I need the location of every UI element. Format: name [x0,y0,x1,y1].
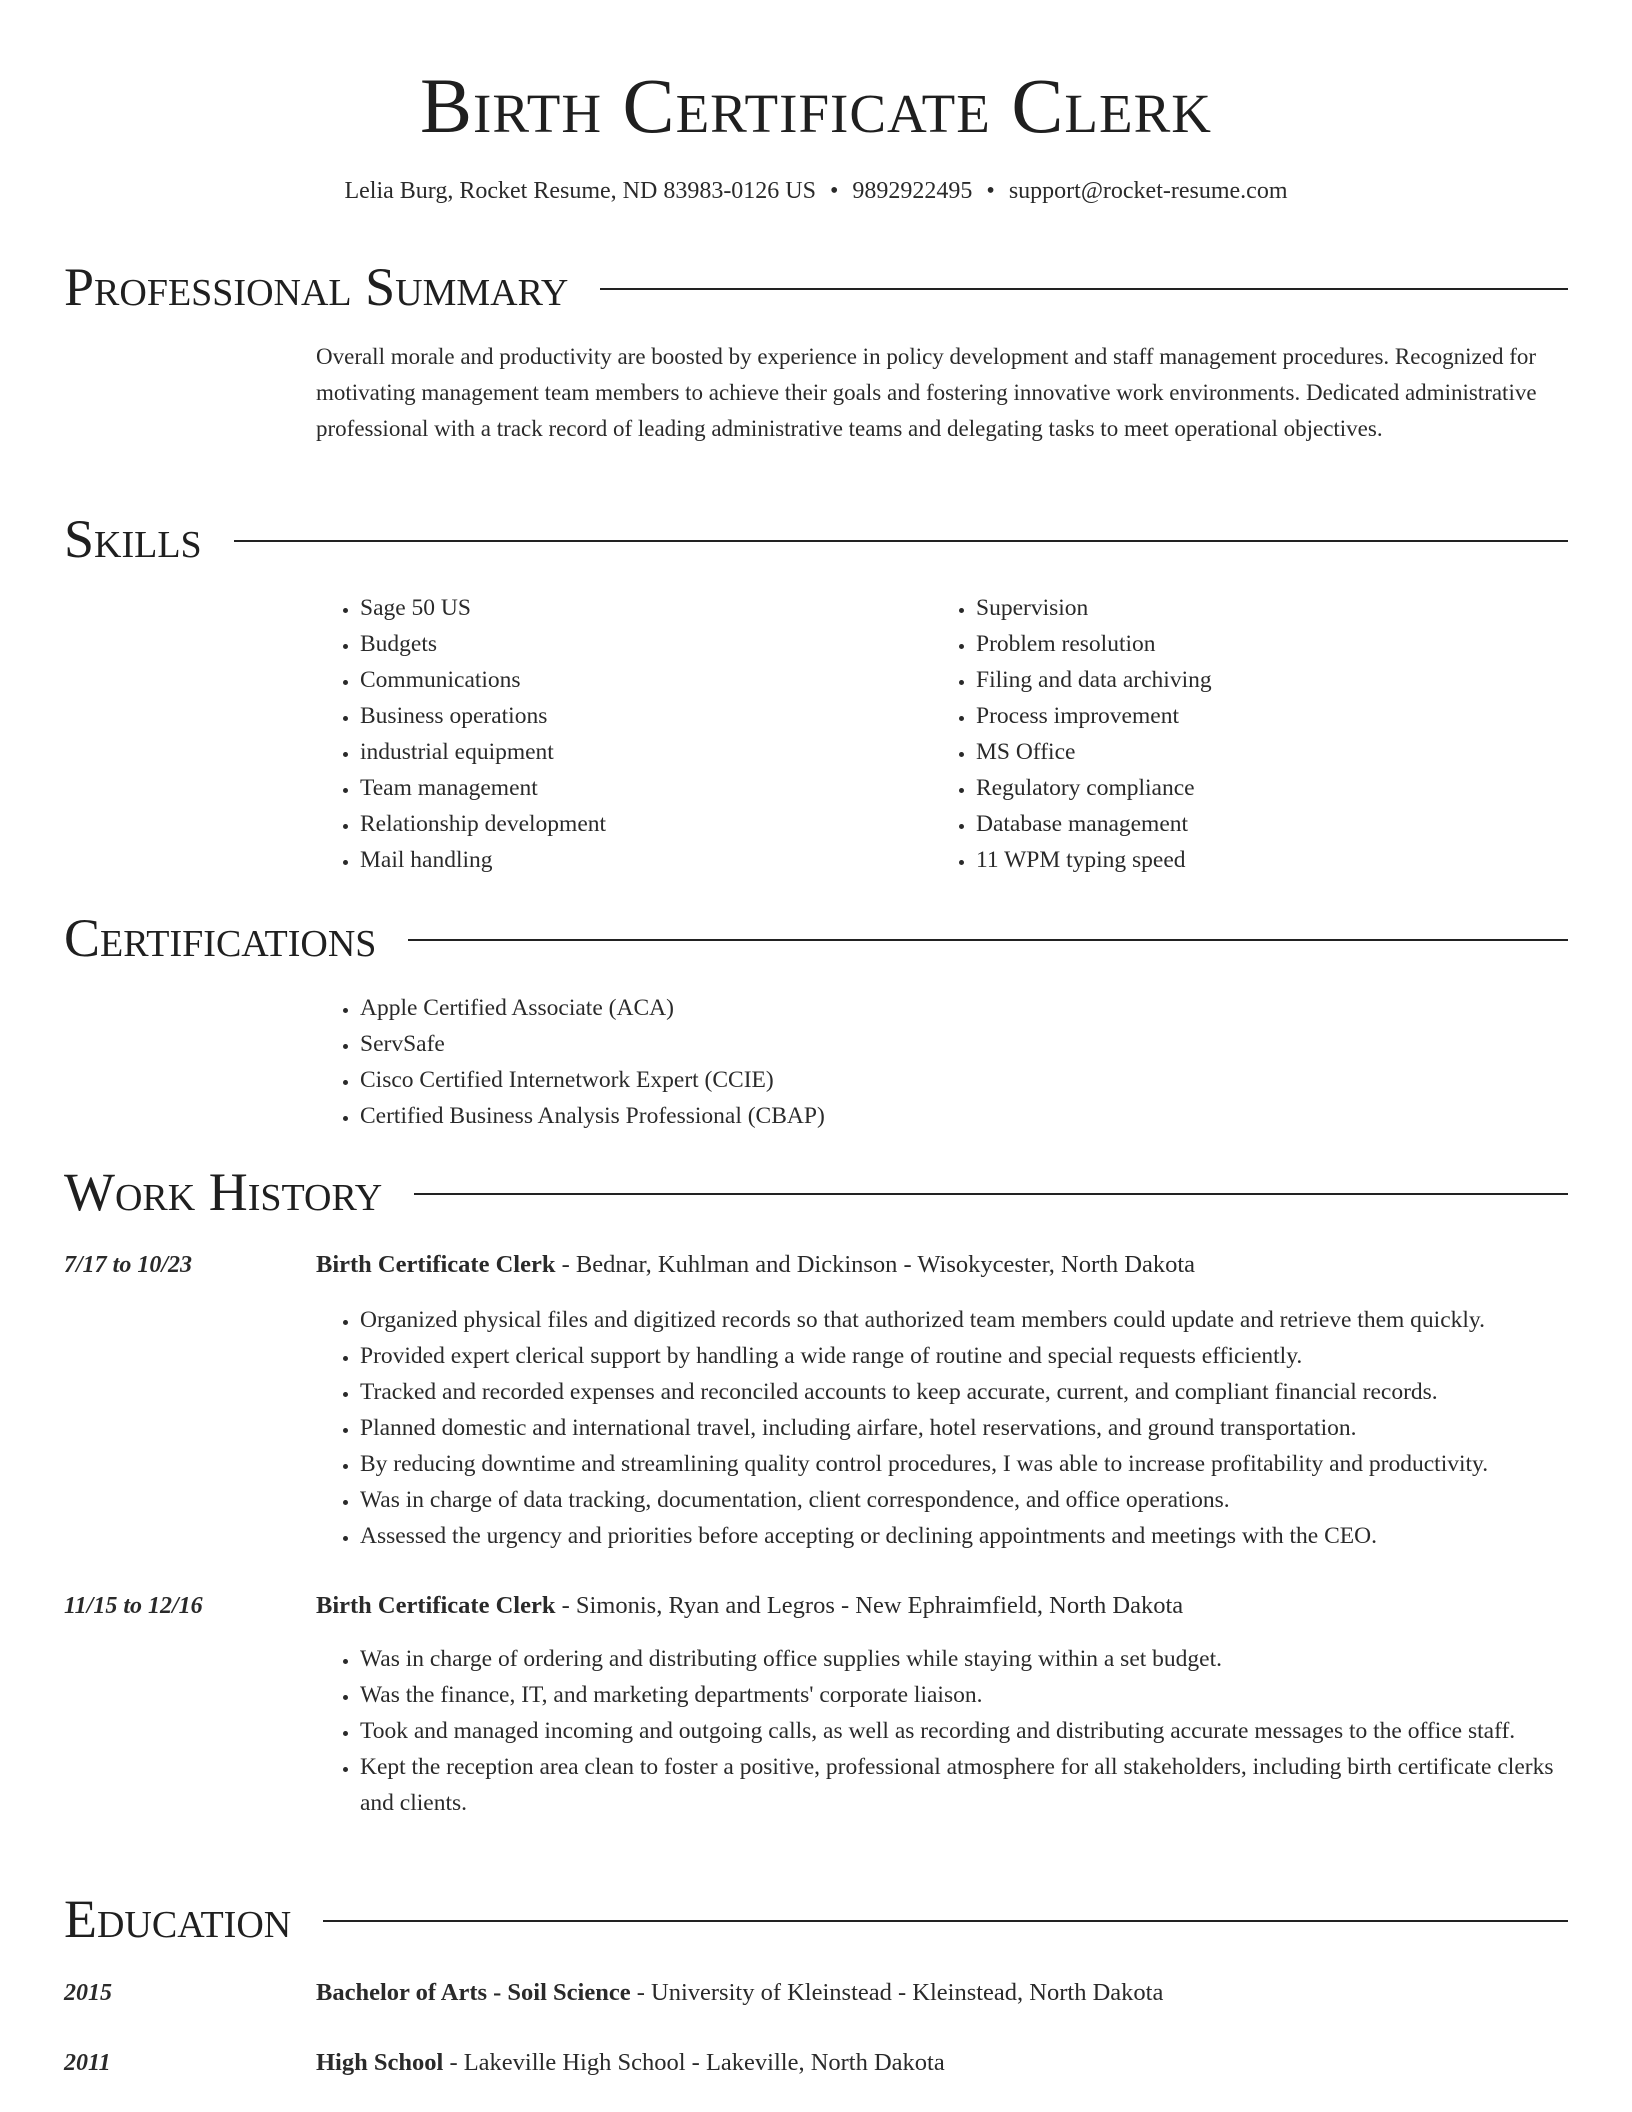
skill-item: • Mail handling [360,842,916,878]
education-school: - University of Kleinstead - Kleinstead, North Dakota [630,1979,1164,2006]
skill-item: • Supervision [976,590,1552,626]
certification-item: • Apple Certified Associate (ACA) [360,990,1566,1026]
job-bullet: • Was in charge of data tracking, documentation, client correspondence, and office operations. [360,1482,1576,1518]
summary-section-header [64,255,1568,319]
skill-item: • MS Office [976,734,1552,770]
skills-left-column [316,590,916,878]
education-title: Education [64,1889,292,1949]
job-title-line [316,1249,1195,1281]
job-bullet: • Took and managed incoming and outgoing calls, as well as recording and distributing accurate messages to the office staff. [360,1713,1576,1749]
skill-item: • Communications [360,662,916,698]
section-divider [600,288,1568,290]
skill-item: • Filing and data archiving [976,662,1552,698]
job-bullet: • Planned domestic and international travel, including airfare, hotel reservations, and ground transportation. [360,1410,1576,1446]
contact-address: Lelia Burg, Rocket Resume, ND 83983-0126 US [344,178,816,204]
contact-separator: • [986,178,995,204]
resume-name: Birth Certificate Clerk [420,62,1212,149]
job-bullet: • Provided expert clerical support by handling a wide range of routine and special requests efficiently. [360,1338,1576,1374]
skill-item: • Database management [976,806,1552,842]
job-bullet: • Was the finance, IT, and marketing departments' corporate liaison. [360,1677,1576,1713]
certification-item: • ServSafe [360,1026,1566,1062]
job-bullet: • By reducing downtime and streamlining quality control procedures, I was able to increase profitability and productivity. [360,1446,1576,1482]
contact-email: support@rocket-resume.com [1008,178,1288,204]
certification-item: • Certified Business Analysis Professional (CBAP) [360,1098,1566,1134]
skill-item: • Sage 50 US [360,590,916,626]
education-entry [316,1977,1163,2009]
section-divider [323,1920,1568,1922]
job-employer: - Bednar, Kuhlman and Dickinson - Wisokycester, North Dakota [555,1251,1196,1278]
job-bullet: • Was in charge of ordering and distributing office supplies while staying within a set budget. [360,1641,1576,1677]
education-section-header [64,1887,1568,1951]
job-bullet: • Tracked and recorded expenses and reconciled accounts to keep accurate, current, and compliant financial records. [360,1374,1576,1410]
skills-right-column [932,590,1552,878]
job-title-line [316,1590,1183,1622]
job-dates: 7/17 to 10/23 [64,1252,193,1278]
job-bullet: • Kept the reception area clean to foster a positive, professional atmosphere for all stakeholders, including birth certificate clerks and clients. [360,1749,1576,1821]
education-degree: Bachelor of Arts - Soil Science [316,1979,631,2006]
skill-item: • 11 WPM typing speed [976,842,1552,878]
job-role: Birth Certificate Clerk [316,1592,556,1619]
summary-title: Professional Summary [64,257,569,317]
section-divider [234,540,1568,542]
certification-item: • Cisco Certified Internetwork Expert (CCIE) [360,1062,1566,1098]
certifications-list [316,990,1566,1134]
summary-text: Overall morale and productivity are boosted by experience in policy development and staff management procedures. Recognized for motivating management team members to achieve their goals and fostering innovative work environments. Dedicated administrative professional with a track record of leading administrative teams and delegating tasks to meet operational objectives. [316,344,1537,441]
skill-item: • Budgets [360,626,916,662]
skill-item: • Process improvement [976,698,1552,734]
skill-item: • Regulatory compliance [976,770,1552,806]
job-bullets [316,1641,1576,1821]
skills-section-header [64,507,1568,571]
contact-separator: • [830,178,839,204]
education-degree: High School [316,2049,444,2076]
contact-line [0,175,1632,207]
job-role: Birth Certificate Clerk [316,1251,556,1278]
skill-item: • Business operations [360,698,916,734]
skill-item: • Relationship development [360,806,916,842]
section-divider [414,1193,1568,1195]
education-year: 2015 [64,1980,112,2006]
job-bullet: • Organized physical files and digitized records so that authorized team members could update and retrieve them quickly. [360,1302,1576,1338]
work-title: Work History [64,1162,383,1222]
section-divider [408,939,1568,941]
education-entry [316,2047,945,2079]
job-employer: - Simonis, Ryan and Legros - New Ephraimfield, North Dakota [555,1592,1184,1619]
certifications-title: Certifications [64,908,377,968]
job-bullets [316,1302,1576,1554]
skill-item: • Problem resolution [976,626,1552,662]
certifications-section-header [64,906,1568,970]
skills-title: Skills [64,509,202,569]
job-bullet: • Assessed the urgency and priorities before accepting or declining appointments and meetings with the CEO. [360,1518,1576,1554]
work-section-header [64,1160,1568,1224]
skill-item: • Team management [360,770,916,806]
job-dates: 11/15 to 12/16 [64,1593,203,1619]
education-year: 2011 [64,2050,111,2076]
education-school: - Lakeville High School - Lakeville, North Dakota [443,2049,945,2076]
contact-phone: 9892922495 [852,178,973,204]
skill-item: • industrial equipment [360,734,916,770]
